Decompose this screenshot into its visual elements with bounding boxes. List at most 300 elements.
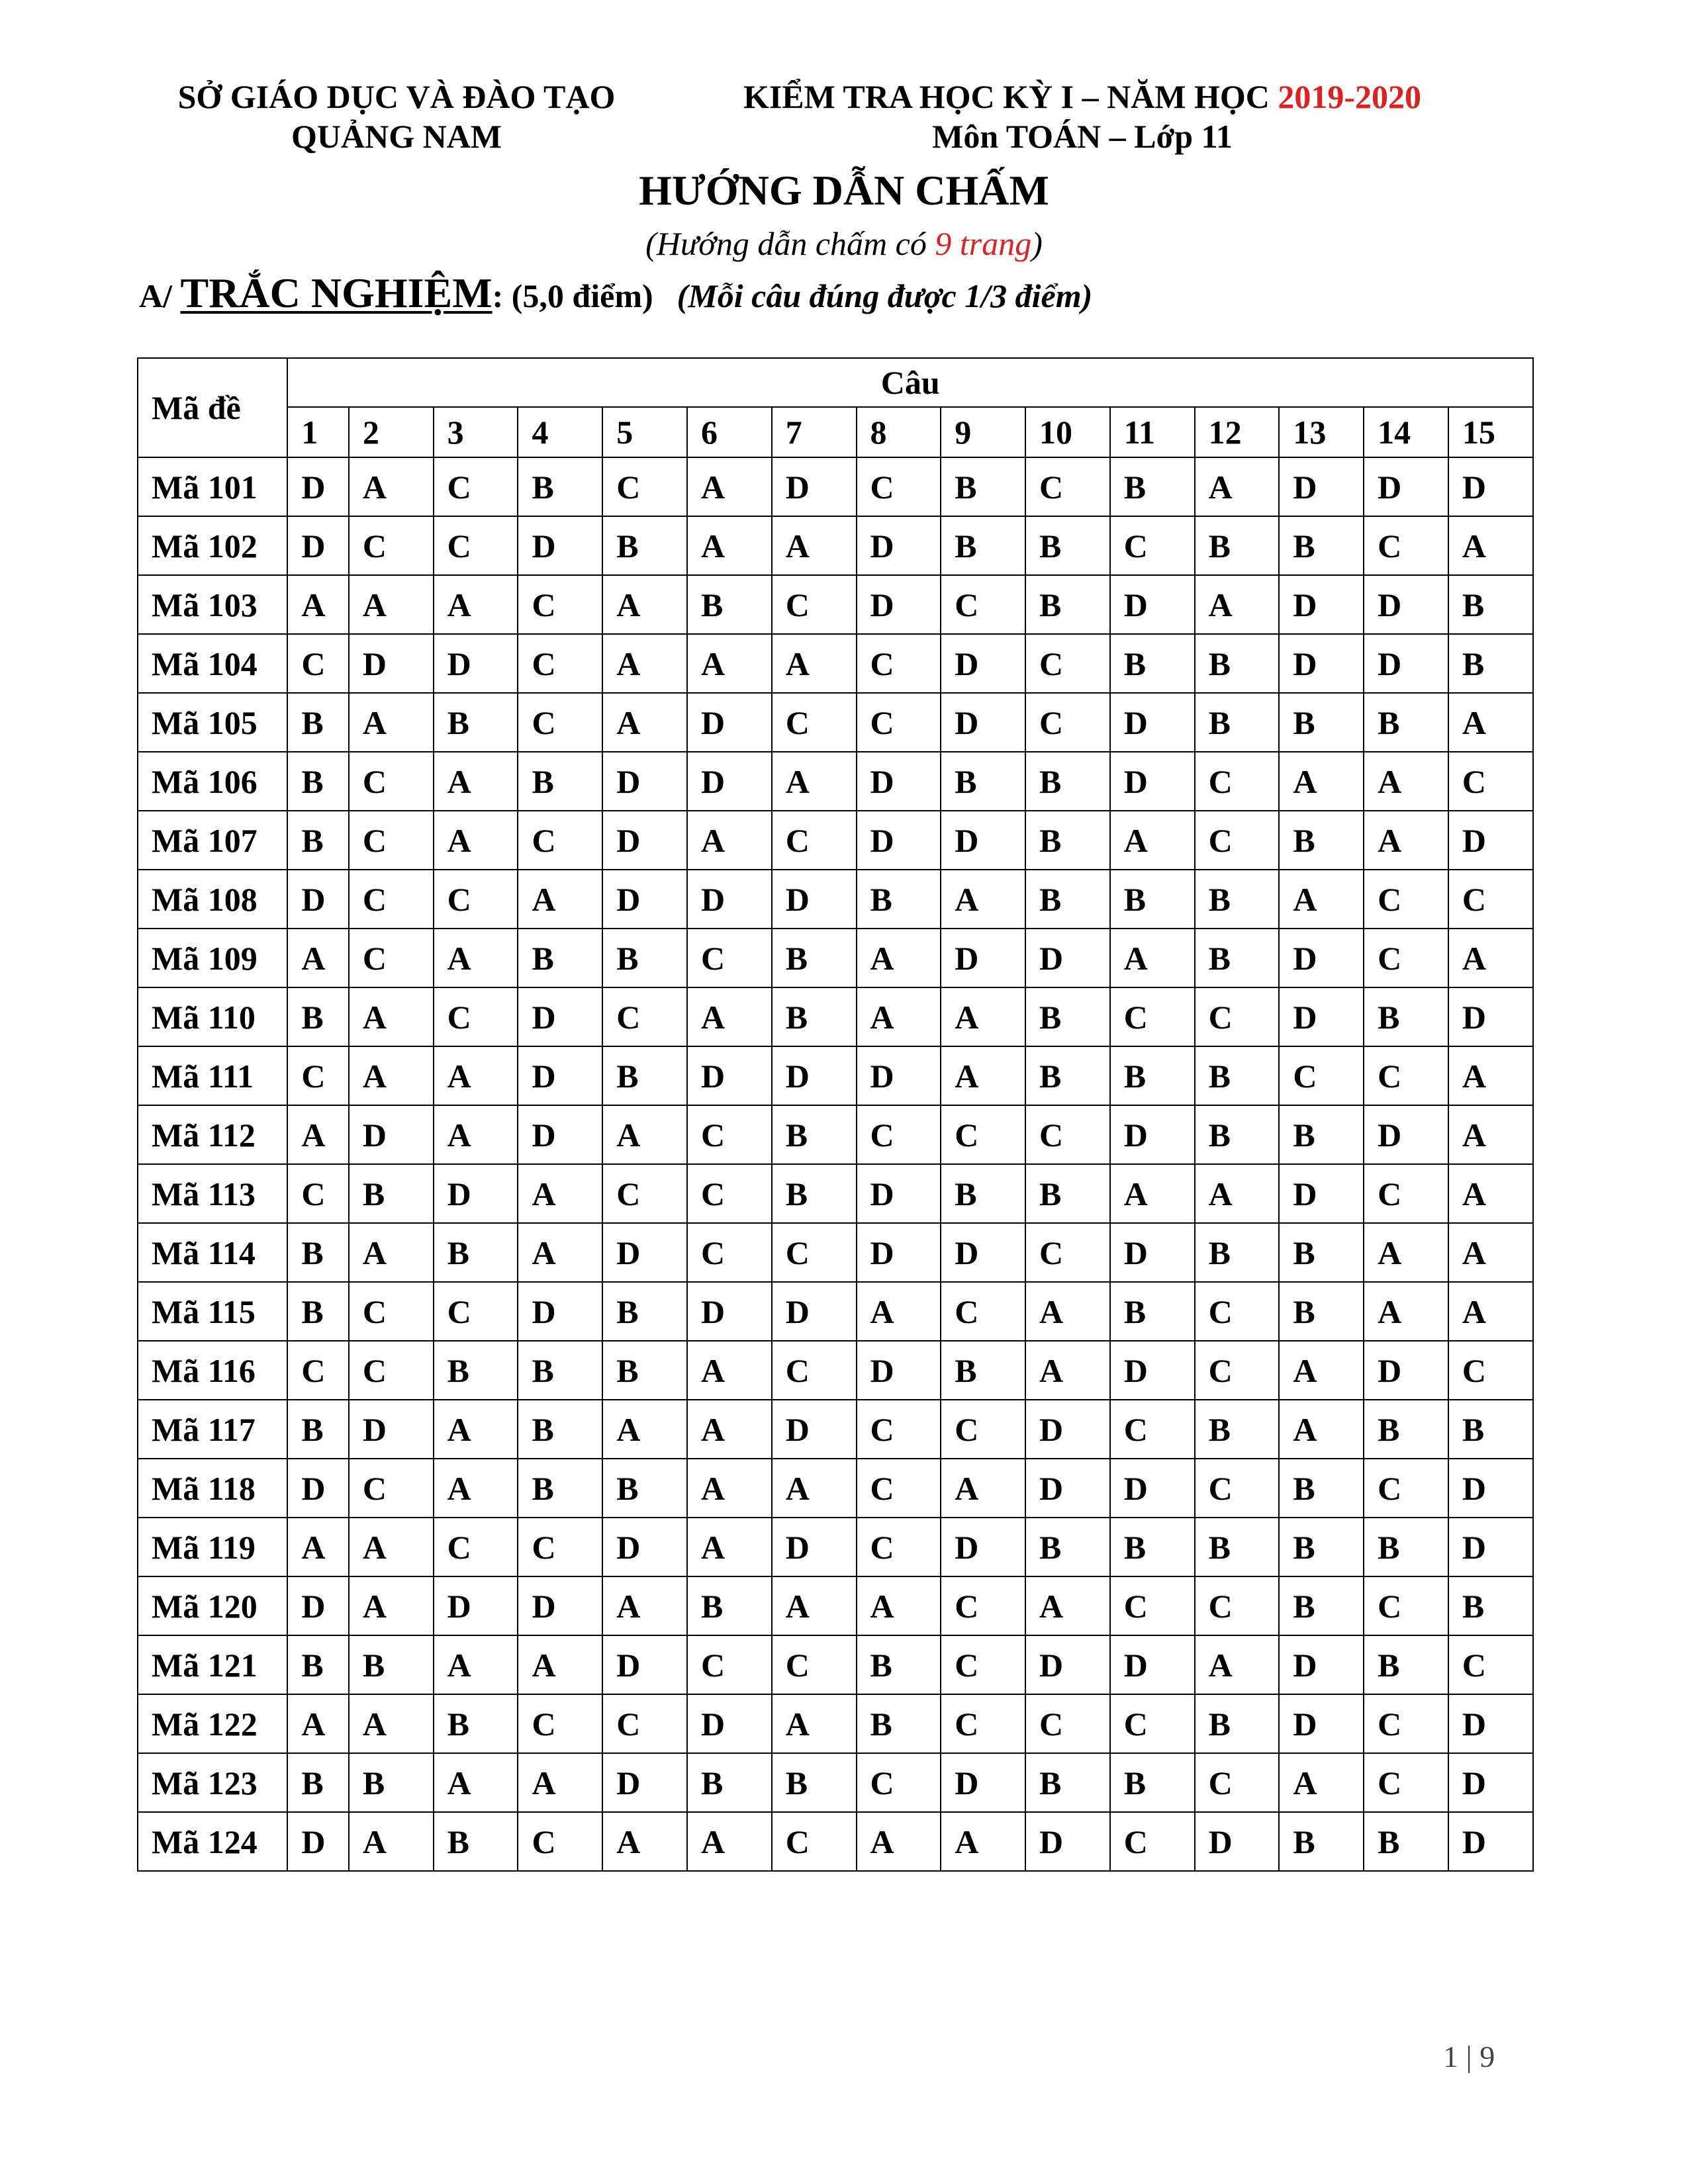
- answer-cell: C: [857, 634, 941, 693]
- answer-cell: B: [687, 1753, 772, 1812]
- table-row: [138, 1341, 1533, 1400]
- answer-cell: C: [687, 1105, 772, 1164]
- answer-cell: A: [772, 1576, 857, 1635]
- exam-code-cell: Mã 101: [138, 457, 287, 516]
- answer-cell: D: [287, 870, 349, 929]
- answer-cell: A: [857, 1282, 941, 1341]
- answer-cell: B: [287, 811, 349, 870]
- answer-cell: A: [687, 1812, 772, 1871]
- answer-cell: A: [1279, 752, 1364, 811]
- answer-cell: D: [857, 516, 941, 575]
- answer-cell: A: [602, 1400, 687, 1459]
- answer-cell: C: [1448, 1635, 1533, 1694]
- table-row: [138, 1635, 1533, 1694]
- answer-cell: B: [1025, 1518, 1110, 1576]
- answer-cell: D: [1195, 1812, 1280, 1871]
- answer-cell: B: [1025, 752, 1110, 811]
- answer-cell: D: [857, 1223, 941, 1282]
- answer-cell: C: [1025, 1223, 1110, 1282]
- exam-code-cell: Mã 113: [138, 1164, 287, 1223]
- question-number: 7: [772, 407, 857, 457]
- answer-cell: C: [1364, 870, 1448, 929]
- answer-cell: A: [287, 575, 349, 634]
- table-row: [138, 1576, 1533, 1635]
- answer-cell: A: [941, 987, 1025, 1046]
- answer-cell: B: [687, 575, 772, 634]
- answer-cell: C: [772, 1635, 857, 1694]
- answer-cell: D: [941, 929, 1025, 987]
- answer-cell: D: [1279, 457, 1364, 516]
- answer-cell: A: [1448, 693, 1533, 752]
- answer-cell: A: [1025, 1282, 1110, 1341]
- answer-cell: D: [1025, 929, 1110, 987]
- answer-cell: A: [687, 1518, 772, 1576]
- answer-cell: B: [1110, 1518, 1195, 1576]
- answer-cell: D: [1364, 457, 1448, 516]
- answer-cell: B: [518, 1459, 602, 1518]
- answer-cell: A: [1110, 1164, 1195, 1223]
- answer-cell: C: [1364, 1046, 1448, 1105]
- answer-cell: C: [857, 693, 941, 752]
- answer-cell: D: [1110, 1223, 1195, 1282]
- answer-cell: D: [772, 1518, 857, 1576]
- answer-cell: C: [1279, 1046, 1364, 1105]
- table-row: [138, 575, 1533, 634]
- answer-cell: D: [287, 457, 349, 516]
- answer-cell: A: [857, 1576, 941, 1635]
- exam-code-cell: Mã 114: [138, 1223, 287, 1282]
- answer-cell: B: [1110, 1046, 1195, 1105]
- answer-cell: C: [687, 1223, 772, 1282]
- answer-cell: D: [687, 1694, 772, 1753]
- answer-cell: C: [1195, 1753, 1280, 1812]
- answer-cell: B: [287, 1282, 349, 1341]
- answer-cell: D: [1025, 1812, 1110, 1871]
- answer-cell: A: [687, 987, 772, 1046]
- answer-cell: D: [687, 752, 772, 811]
- answer-cell: B: [1025, 1164, 1110, 1223]
- answer-cell: D: [857, 575, 941, 634]
- answer-cell: C: [1448, 870, 1533, 929]
- table-row: [138, 1282, 1533, 1341]
- answer-cell: C: [349, 516, 434, 575]
- answer-cell: B: [602, 516, 687, 575]
- answer-cell: C: [687, 1635, 772, 1694]
- answer-cell: D: [687, 1046, 772, 1105]
- answer-cell: B: [1195, 1694, 1280, 1753]
- answer-cell: A: [687, 811, 772, 870]
- exam-title: [695, 77, 1470, 116]
- answer-cell: B: [1448, 1400, 1533, 1459]
- answer-cell: D: [349, 1105, 434, 1164]
- answer-cell: B: [1110, 457, 1195, 516]
- answer-cell: C: [1110, 516, 1195, 575]
- answer-cell: C: [349, 1282, 434, 1341]
- answer-cell: B: [1195, 693, 1280, 752]
- answer-cell: A: [602, 1576, 687, 1635]
- answer-cell: D: [434, 1164, 518, 1223]
- answer-cell: A: [349, 1694, 434, 1753]
- answer-cell: B: [1448, 1576, 1533, 1635]
- answer-cell: D: [1279, 1164, 1364, 1223]
- answer-cell: A: [687, 1341, 772, 1400]
- answer-cell: B: [1025, 1046, 1110, 1105]
- exam-code-cell: Mã 115: [138, 1282, 287, 1341]
- answer-cell: A: [434, 575, 518, 634]
- answer-cell: B: [772, 1753, 857, 1812]
- answer-cell: C: [941, 1576, 1025, 1635]
- table-row: [138, 1223, 1533, 1282]
- answer-cell: B: [1195, 1223, 1280, 1282]
- answer-key-body: [138, 457, 1533, 1871]
- answer-cell: A: [1364, 1282, 1448, 1341]
- answer-cell: A: [1448, 1282, 1533, 1341]
- page-count: 9 trang: [935, 225, 1032, 262]
- answer-cell: C: [518, 693, 602, 752]
- table-row: [138, 752, 1533, 811]
- answer-cell: C: [434, 516, 518, 575]
- answer-cell: C: [287, 1164, 349, 1223]
- answer-cell: C: [772, 1223, 857, 1282]
- answer-cell: B: [687, 1576, 772, 1635]
- answer-cell: B: [1364, 1518, 1448, 1576]
- answer-cell: C: [1025, 693, 1110, 752]
- answer-cell: C: [518, 1812, 602, 1871]
- answer-cell: C: [857, 1459, 941, 1518]
- exam-code-cell: Mã 111: [138, 1046, 287, 1105]
- question-number: 1: [287, 407, 349, 457]
- answer-cell: D: [518, 1046, 602, 1105]
- answer-cell: A: [1448, 1105, 1533, 1164]
- table-row: [138, 457, 1533, 516]
- answer-cell: B: [1448, 634, 1533, 693]
- section-heading: [139, 270, 1092, 319]
- answer-cell: C: [1110, 1400, 1195, 1459]
- answer-cell: C: [602, 457, 687, 516]
- answer-cell: A: [287, 1694, 349, 1753]
- answer-cell: B: [518, 1341, 602, 1400]
- answer-cell: D: [1448, 811, 1533, 870]
- answer-cell: C: [1110, 1576, 1195, 1635]
- answer-cell: A: [1448, 1046, 1533, 1105]
- answer-cell: C: [1195, 987, 1280, 1046]
- answer-cell: B: [287, 693, 349, 752]
- answer-cell: B: [857, 1694, 941, 1753]
- answer-cell: B: [434, 1694, 518, 1753]
- answer-cell: A: [857, 987, 941, 1046]
- answer-cell: A: [602, 634, 687, 693]
- answer-cell: C: [857, 457, 941, 516]
- answer-cell: B: [602, 1282, 687, 1341]
- answer-cell: D: [602, 752, 687, 811]
- answer-cell: B: [772, 987, 857, 1046]
- answer-cell: D: [1279, 575, 1364, 634]
- answer-cell: B: [518, 457, 602, 516]
- department-name: SỞ GIÁO DỤC VÀ ĐÀO TẠO: [177, 78, 616, 115]
- answer-cell: A: [434, 929, 518, 987]
- answer-cell: A: [772, 1459, 857, 1518]
- answer-cell: C: [518, 634, 602, 693]
- answer-cell: B: [1110, 1282, 1195, 1341]
- answer-cell: C: [1195, 811, 1280, 870]
- answer-cell: A: [518, 870, 602, 929]
- exam-code-cell: Mã 112: [138, 1105, 287, 1164]
- answer-cell: B: [1279, 516, 1364, 575]
- answer-cell: D: [1279, 987, 1364, 1046]
- exam-code-cell: Mã 122: [138, 1694, 287, 1753]
- answer-cell: C: [1364, 1576, 1448, 1635]
- answer-cell: A: [1279, 1400, 1364, 1459]
- answer-cell: C: [772, 1341, 857, 1400]
- exam-code-cell: Mã 118: [138, 1459, 287, 1518]
- answer-cell: C: [434, 457, 518, 516]
- section-points: : (5,0 điểm): [492, 277, 653, 314]
- table-row: [138, 516, 1533, 575]
- question-number: 10: [1025, 407, 1110, 457]
- answer-cell: D: [772, 1046, 857, 1105]
- answer-cell: D: [1448, 987, 1533, 1046]
- answer-cell: C: [434, 1518, 518, 1576]
- table-row: [138, 1694, 1533, 1753]
- answer-cell: C: [857, 1400, 941, 1459]
- answer-cell: D: [772, 1400, 857, 1459]
- answer-cell: D: [1279, 1694, 1364, 1753]
- answer-cell: B: [287, 1635, 349, 1694]
- question-number: 3: [434, 407, 518, 457]
- answer-cell: A: [434, 1400, 518, 1459]
- question-number: 13: [1279, 407, 1364, 457]
- answer-cell: B: [941, 1341, 1025, 1400]
- answer-cell: C: [1195, 1341, 1280, 1400]
- answer-cell: A: [602, 1812, 687, 1871]
- answer-cell: A: [434, 1753, 518, 1812]
- answer-cell: B: [287, 1753, 349, 1812]
- answer-cell: A: [687, 457, 772, 516]
- table-row: [138, 1046, 1533, 1105]
- answer-cell: C: [1195, 1459, 1280, 1518]
- answer-cell: B: [1025, 516, 1110, 575]
- answer-cell: C: [434, 870, 518, 929]
- answer-cell: B: [1279, 1812, 1364, 1871]
- answer-cell: D: [941, 634, 1025, 693]
- answer-cell: C: [941, 1282, 1025, 1341]
- header-right: [695, 77, 1470, 156]
- answer-cell: C: [772, 1812, 857, 1871]
- answer-cell: A: [518, 1753, 602, 1812]
- answer-cell: B: [941, 516, 1025, 575]
- answer-cell: A: [1364, 752, 1448, 811]
- answer-cell: A: [1195, 575, 1280, 634]
- answer-cell: D: [1025, 1459, 1110, 1518]
- table-row: [138, 929, 1533, 987]
- answer-cell: D: [1364, 1105, 1448, 1164]
- answer-cell: A: [687, 1400, 772, 1459]
- answer-cell: C: [287, 1046, 349, 1105]
- answer-cell: A: [1448, 516, 1533, 575]
- answer-cell: B: [602, 1459, 687, 1518]
- exam-code-cell: Mã 120: [138, 1576, 287, 1635]
- province-name: QUẢNG NAM: [291, 118, 502, 155]
- answer-cell: B: [1110, 870, 1195, 929]
- answer-cell: C: [941, 1105, 1025, 1164]
- answer-cell: D: [1110, 1105, 1195, 1164]
- answer-cell: A: [434, 752, 518, 811]
- answer-cell: D: [518, 516, 602, 575]
- answer-cell: A: [434, 1635, 518, 1694]
- answer-cell: C: [1025, 1694, 1110, 1753]
- page-title: HƯỚNG DẪN CHẤM: [639, 167, 1049, 214]
- answer-cell: C: [518, 811, 602, 870]
- answer-cell: B: [857, 1635, 941, 1694]
- answer-cell: B: [1025, 575, 1110, 634]
- answer-cell: C: [772, 811, 857, 870]
- answer-cell: A: [772, 516, 857, 575]
- answer-cell: B: [1364, 1635, 1448, 1694]
- answer-cell: A: [772, 752, 857, 811]
- table-row: [138, 1518, 1533, 1576]
- answer-cell: D: [1110, 752, 1195, 811]
- question-number: 15: [1448, 407, 1533, 457]
- answer-cell: C: [287, 634, 349, 693]
- answer-cell: D: [1110, 693, 1195, 752]
- answer-cell: C: [349, 1341, 434, 1400]
- answer-cell: B: [1279, 811, 1364, 870]
- exam-code-cell: Mã 124: [138, 1812, 287, 1871]
- exam-code-cell: Mã 109: [138, 929, 287, 987]
- table-row: [138, 1164, 1533, 1223]
- exam-code-cell: Mã 104: [138, 634, 287, 693]
- subject-grade: Môn TOÁN – Lớp 11: [932, 118, 1233, 155]
- answer-cell: C: [1110, 1812, 1195, 1871]
- answer-cell: B: [518, 752, 602, 811]
- answer-cell: A: [1110, 929, 1195, 987]
- answer-cell: A: [349, 1518, 434, 1576]
- answer-cell: D: [1364, 634, 1448, 693]
- table-row: [138, 634, 1533, 693]
- answer-cell: A: [687, 634, 772, 693]
- answer-cell: B: [434, 693, 518, 752]
- answer-cell: D: [941, 693, 1025, 752]
- answer-cell: A: [434, 1105, 518, 1164]
- answer-cell: B: [1279, 1282, 1364, 1341]
- answer-cell: D: [287, 1576, 349, 1635]
- answer-cell: D: [1448, 457, 1533, 516]
- question-number: 4: [518, 407, 602, 457]
- answer-cell: C: [518, 1518, 602, 1576]
- answer-cell: D: [687, 1282, 772, 1341]
- answer-cell: B: [1279, 1459, 1364, 1518]
- answer-cell: B: [1279, 1105, 1364, 1164]
- column-header-question: Câu: [287, 358, 1533, 407]
- answer-cell: B: [602, 1341, 687, 1400]
- answer-cell: A: [602, 1105, 687, 1164]
- answer-cell: A: [602, 575, 687, 634]
- answer-cell: C: [434, 987, 518, 1046]
- table-row: [138, 1812, 1533, 1871]
- answer-cell: A: [941, 1046, 1025, 1105]
- answer-cell: D: [287, 1459, 349, 1518]
- answer-cell: C: [1025, 457, 1110, 516]
- answer-cell: D: [602, 1518, 687, 1576]
- exam-code-cell: Mã 121: [138, 1635, 287, 1694]
- exam-title-text: KIỂM TRA HỌC KỲ I – NĂM HỌC: [743, 78, 1278, 115]
- answer-cell: C: [1448, 752, 1533, 811]
- table-row: [138, 693, 1533, 752]
- answer-cell: D: [941, 1518, 1025, 1576]
- answer-cell: A: [349, 1576, 434, 1635]
- answer-cell: C: [1025, 1105, 1110, 1164]
- question-number: 8: [857, 407, 941, 457]
- answer-cell: A: [857, 929, 941, 987]
- table-row: [138, 870, 1533, 929]
- answer-cell: C: [602, 987, 687, 1046]
- answer-cell: B: [518, 929, 602, 987]
- answer-cell: B: [941, 457, 1025, 516]
- answer-cell: C: [349, 1459, 434, 1518]
- table-row: [138, 1105, 1533, 1164]
- section-name: TRẮC NGHIỆM: [180, 269, 492, 316]
- answer-cell: C: [1195, 1576, 1280, 1635]
- answer-cell: B: [349, 1753, 434, 1812]
- answer-cell: C: [602, 1164, 687, 1223]
- exam-code-cell: Mã 119: [138, 1518, 287, 1576]
- answer-cell: D: [602, 1635, 687, 1694]
- answer-cell: C: [941, 575, 1025, 634]
- answer-cell: D: [941, 1223, 1025, 1282]
- answer-cell: B: [349, 1164, 434, 1223]
- answer-cell: C: [518, 575, 602, 634]
- exam-code-cell: Mã 110: [138, 987, 287, 1046]
- answer-cell: D: [941, 811, 1025, 870]
- answer-cell: D: [518, 987, 602, 1046]
- question-number: 14: [1364, 407, 1448, 457]
- answer-cell: D: [602, 811, 687, 870]
- answer-cell: C: [1195, 752, 1280, 811]
- answer-cell: D: [1364, 1341, 1448, 1400]
- answer-cell: A: [349, 693, 434, 752]
- question-number: 5: [602, 407, 687, 457]
- answer-cell: C: [857, 1105, 941, 1164]
- exam-code-cell: Mã 116: [138, 1341, 287, 1400]
- answer-cell: C: [1025, 634, 1110, 693]
- answer-cell: C: [1364, 929, 1448, 987]
- answer-cell: A: [518, 1223, 602, 1282]
- question-number-row: [138, 407, 1533, 457]
- answer-cell: C: [349, 929, 434, 987]
- answer-cell: D: [857, 811, 941, 870]
- answer-cell: A: [349, 1046, 434, 1105]
- answer-cell: B: [1195, 634, 1280, 693]
- answer-cell: D: [349, 634, 434, 693]
- answer-cell: B: [1025, 987, 1110, 1046]
- page-subtitle: [0, 224, 1688, 263]
- answer-cell: B: [1110, 1753, 1195, 1812]
- answer-cell: A: [349, 575, 434, 634]
- answer-cell: D: [1448, 1753, 1533, 1812]
- answer-cell: A: [1279, 1753, 1364, 1812]
- answer-key-table: [137, 357, 1534, 1872]
- answer-cell: B: [602, 929, 687, 987]
- answer-cell: C: [434, 1282, 518, 1341]
- column-header-exam-code: Mã đề: [138, 358, 287, 457]
- answer-cell: A: [1025, 1576, 1110, 1635]
- answer-cell: D: [1448, 1694, 1533, 1753]
- section-note: (Mỗi câu đúng được 1/3 điểm): [677, 277, 1093, 314]
- answer-cell: C: [1110, 987, 1195, 1046]
- answer-cell: B: [1195, 516, 1280, 575]
- answer-cell: D: [772, 1282, 857, 1341]
- answer-cell: D: [602, 870, 687, 929]
